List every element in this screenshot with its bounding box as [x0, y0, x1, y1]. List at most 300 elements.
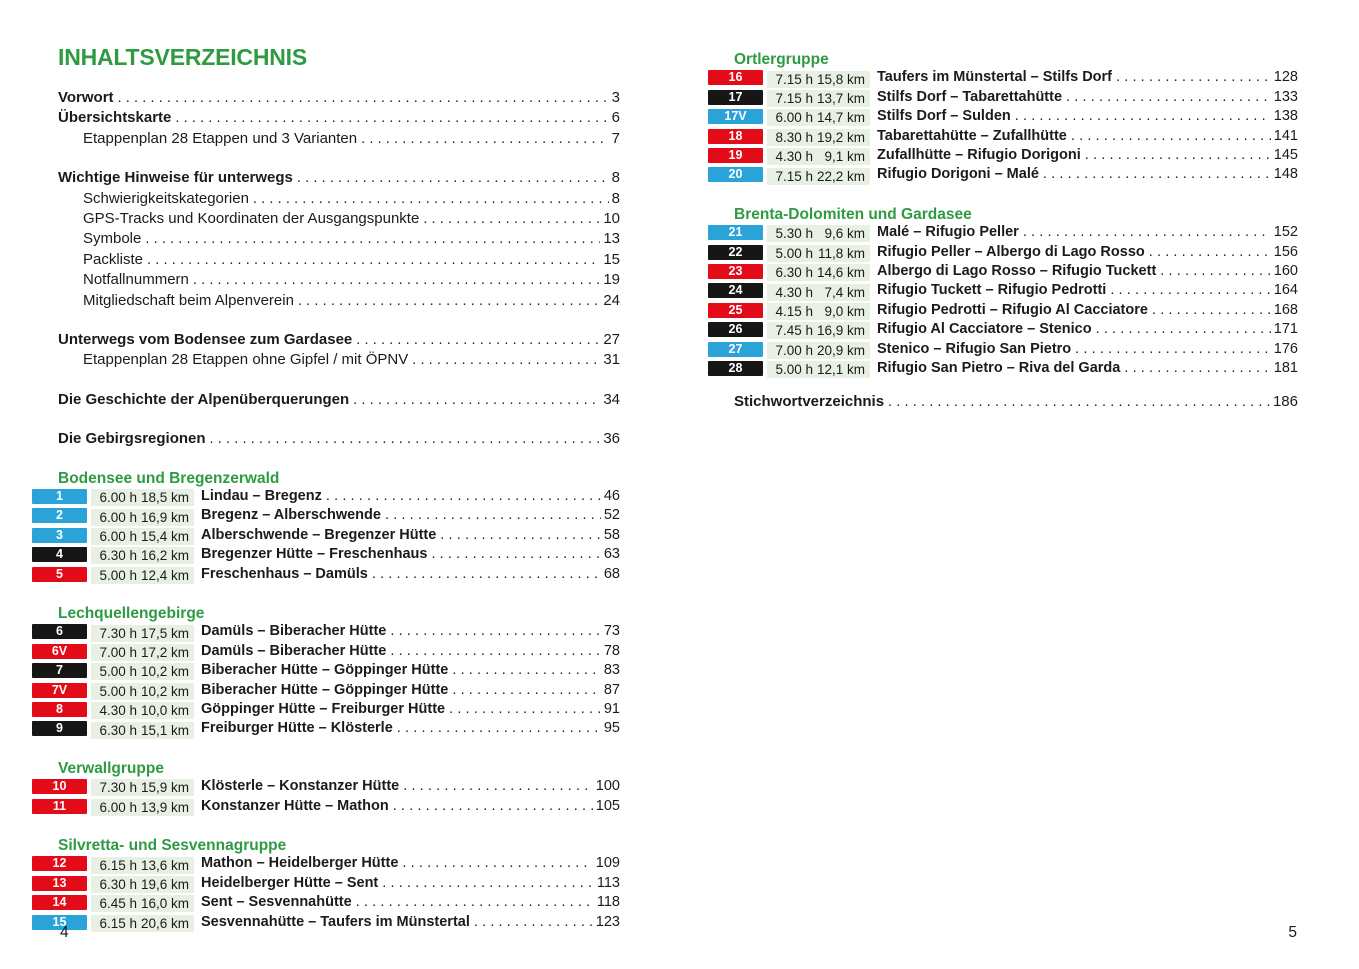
region-stages — [32, 623, 620, 739]
stage-distance: 10,2 km — [140, 683, 189, 699]
region-section — [32, 469, 620, 585]
toc-entry — [58, 189, 620, 209]
stage-meta — [767, 361, 870, 378]
stage-distance: 19,2 km — [816, 129, 865, 145]
stage-meta — [767, 109, 870, 126]
stage-row — [32, 488, 620, 507]
stage-duration: 7.30 h — [99, 780, 137, 796]
stage-distance: 9,1 km — [824, 149, 865, 165]
stage-route: Heidelberger Hütte – Sent — [201, 874, 379, 891]
stage-row — [32, 720, 620, 739]
stage-meta — [767, 322, 870, 339]
stage-row — [708, 69, 1298, 88]
toc-entry-label: Etappenplan 28 Etappen ohne Gipfel / mit ÖPNV — [83, 351, 409, 369]
stage-distance: 16,9 km — [816, 323, 865, 339]
dot-leader — [440, 527, 601, 543]
stage-duration: 6.30 h — [775, 265, 813, 281]
stage-number-badge: 5 — [32, 567, 87, 582]
dot-leader — [1085, 147, 1271, 163]
toc-entry — [58, 330, 620, 350]
stage-page-ref: 118 — [596, 894, 620, 911]
stage-page-ref: 83 — [603, 662, 620, 679]
dot-leader — [385, 507, 601, 523]
stage-distance: 20,9 km — [816, 342, 865, 358]
stage-route: Klösterle – Konstanzer Hütte — [201, 778, 400, 795]
toc-entry — [58, 209, 620, 229]
stage-page-ref: 128 — [1273, 69, 1298, 86]
stage-row — [32, 914, 620, 933]
stage-duration: 6.00 h — [775, 110, 813, 126]
stage-meta — [91, 915, 194, 932]
stage-page-ref: 152 — [1273, 224, 1298, 241]
stage-row — [708, 321, 1298, 340]
toc-page-ref: 36 — [603, 430, 620, 448]
dot-leader — [1096, 321, 1271, 337]
stage-number-badge: 17 — [708, 90, 763, 105]
stage-meta — [91, 799, 194, 816]
stage-meta — [767, 90, 870, 107]
stage-number-badge: 2 — [32, 508, 87, 523]
dot-leader — [356, 894, 594, 910]
stage-route: Mathon – Heidelberger Hütte — [201, 855, 399, 872]
toc-page-ref: 31 — [603, 351, 620, 369]
stage-row — [708, 302, 1298, 321]
toc-page-ref: 8 — [611, 189, 620, 207]
stage-distance: 11,8 km — [817, 245, 865, 261]
stage-route: Biberacher Hütte – Göppinger Hütte — [201, 662, 449, 679]
stage-route: Freschenhaus – Damüls — [201, 565, 368, 582]
stage-duration: 6.00 h — [99, 509, 137, 525]
stage-meta — [91, 876, 194, 893]
toc-entry-label: Die Gebirgsregionen — [58, 430, 206, 448]
stage-route: Stilfs Dorf – Sulden — [877, 108, 1011, 125]
stage-page-ref: 109 — [595, 855, 620, 872]
stage-meta — [91, 489, 194, 506]
stage-duration: 6.45 h — [99, 896, 137, 912]
stage-duration: 5.00 h — [775, 362, 813, 378]
stage-row — [708, 263, 1298, 282]
dot-leader — [1124, 360, 1270, 376]
stage-route: Albergo di Lago Rosso – Rifugio Tuckett — [877, 262, 1157, 279]
stage-route: Sent – Sesvennahütte — [201, 894, 352, 911]
stage-number-badge: 3 — [32, 528, 87, 543]
toc-page-ref: 34 — [603, 390, 620, 408]
stage-number-badge: 12 — [32, 856, 87, 871]
index-toc-entry — [734, 392, 1298, 412]
stage-duration: 5.30 h — [775, 226, 813, 242]
stage-number-badge: 16 — [708, 70, 763, 85]
toc-entry — [58, 250, 620, 270]
stage-row — [32, 798, 620, 817]
stage-row — [32, 546, 620, 565]
stage-page-ref: 141 — [1273, 127, 1298, 144]
toc-page-ref: 19 — [603, 271, 620, 289]
region-stages — [32, 778, 620, 817]
stage-number-badge: 26 — [708, 322, 763, 337]
toc-page-ref: 13 — [603, 230, 620, 248]
dot-leader — [888, 392, 1270, 412]
stage-number-badge: 6 — [32, 624, 87, 639]
stage-distance: 15,4 km — [140, 529, 189, 545]
stage-duration: 6.00 h — [99, 799, 137, 815]
dot-leader — [390, 623, 601, 639]
stage-duration: 6.00 h — [99, 490, 137, 506]
region-section — [32, 836, 620, 933]
stage-distance: 13,9 km — [140, 799, 189, 815]
stage-route: Biberacher Hütte – Göppinger Hütte — [201, 681, 449, 698]
stage-duration: 7.30 h — [99, 625, 137, 641]
stage-distance: 15,8 km — [816, 71, 865, 87]
stage-duration: 5.00 h — [99, 567, 137, 583]
dot-leader — [449, 701, 601, 717]
toc-entry-label: Vorwort — [58, 89, 114, 106]
stage-number-badge: 25 — [708, 303, 763, 318]
stage-meta — [91, 528, 194, 545]
stage-number-badge: 27 — [708, 342, 763, 357]
regions-left — [32, 469, 620, 933]
stage-route: Zufallhütte – Rifugio Dorigoni — [877, 146, 1081, 163]
region-header: Brenta-Dolomiten und Gardasee — [734, 205, 972, 223]
stage-duration: 7.15 h — [775, 168, 813, 184]
stage-page-ref: 171 — [1273, 321, 1298, 338]
stage-duration: 6.30 h — [99, 548, 137, 564]
stage-page-ref: 176 — [1273, 340, 1298, 357]
region-section — [708, 205, 1298, 380]
stage-distance: 15,1 km — [140, 722, 189, 738]
toc-page-ref: 8 — [611, 169, 620, 187]
stage-row — [32, 507, 620, 526]
stage-row — [32, 875, 620, 894]
stage-distance: 14,6 km — [816, 265, 865, 281]
stage-page-ref: 156 — [1273, 243, 1298, 260]
stage-distance: 10,0 km — [140, 703, 189, 719]
stage-page-ref: 95 — [603, 720, 620, 737]
stage-duration: 7.15 h — [775, 90, 813, 106]
stage-duration: 4.30 h — [775, 149, 813, 165]
dot-leader — [253, 189, 609, 209]
stage-distance: 16,2 km — [140, 548, 189, 564]
toc-group — [58, 88, 620, 149]
dot-leader — [1110, 282, 1270, 298]
stage-duration: 4.30 h — [775, 284, 813, 300]
dot-leader — [1152, 302, 1271, 318]
region-stages — [32, 488, 620, 585]
dot-leader — [147, 250, 600, 270]
stage-route: Stilfs Dorf – Tabarettahütte — [877, 88, 1063, 105]
folio-right: 5 — [1288, 924, 1297, 941]
stage-route: Freiburger Hütte – Klösterle — [201, 720, 393, 737]
stage-meta — [91, 779, 194, 796]
stage-row — [32, 643, 620, 662]
stage-route: Rifugio Peller – Albergo di Lago Rosso — [877, 243, 1145, 260]
stage-duration: 6.30 h — [99, 722, 137, 738]
dot-leader — [402, 855, 592, 871]
stage-distance: 22,2 km — [816, 168, 865, 184]
stage-number-badge: 20 — [708, 167, 763, 182]
stage-distance: 12,4 km — [140, 567, 189, 583]
region-section — [708, 50, 1298, 186]
stage-route: Bregenzer Hütte – Freschenhaus — [201, 546, 428, 563]
stage-row — [708, 128, 1298, 147]
toc-page-ref: 24 — [603, 291, 620, 309]
stage-duration: 5.00 h — [775, 245, 813, 261]
dot-leader — [193, 270, 600, 290]
stage-number-badge: 19 — [708, 148, 763, 163]
stage-row — [708, 108, 1298, 127]
stage-page-ref: 138 — [1273, 108, 1298, 125]
left-page-column — [32, 44, 620, 933]
toc-page-ref: 3 — [611, 89, 620, 106]
toc-entry — [58, 88, 620, 108]
toc-entry-label: Wichtige Hinweise für unterwegs — [58, 169, 293, 187]
stage-row — [708, 166, 1298, 185]
stage-page-ref: 133 — [1273, 88, 1298, 105]
stage-route: Bregenz – Alberschwende — [201, 507, 381, 524]
stage-distance: 12,1 km — [816, 362, 865, 378]
dot-leader — [145, 229, 600, 249]
dot-leader — [431, 546, 600, 562]
dot-leader — [1071, 128, 1271, 144]
stage-page-ref: 168 — [1273, 301, 1298, 318]
stage-distance: 19,6 km — [140, 876, 189, 892]
stage-meta — [91, 547, 194, 564]
stage-meta — [91, 702, 194, 719]
stage-route: Rifugio San Pietro – Riva del Garda — [877, 359, 1121, 376]
stage-page-ref: 46 — [603, 488, 620, 505]
stage-distance: 17,5 km — [140, 625, 189, 641]
stage-number-badge: 18 — [708, 129, 763, 144]
dot-leader — [1116, 69, 1271, 85]
stage-page-ref: 78 — [603, 642, 620, 659]
toc-entry-label: Unterwegs vom Bodensee zum Gardasee — [58, 331, 353, 349]
stage-meta — [767, 342, 870, 359]
dot-leader — [412, 350, 600, 370]
dot-leader — [1015, 108, 1271, 124]
toc-entry — [58, 168, 620, 188]
stage-number-badge: 9 — [32, 721, 87, 736]
stage-route: Rifugio Al Cacciatore – Stenico — [877, 321, 1092, 338]
dot-leader — [1075, 341, 1271, 357]
dot-leader — [353, 390, 600, 410]
toc-entry-label: Die Geschichte der Alpenüberquerungen — [58, 390, 350, 408]
stage-meta — [767, 284, 870, 301]
stage-page-ref: 105 — [595, 797, 620, 814]
stage-duration: 7.15 h — [775, 71, 813, 87]
stage-meta — [91, 683, 194, 700]
stage-duration: 6.15 h — [99, 857, 137, 873]
toc-page-ref: 15 — [603, 250, 620, 268]
regions-right — [708, 50, 1298, 379]
toc-entry-label: Mitgliedschaft beim Alpenverein — [83, 291, 294, 309]
toc-page-ref: 186 — [1272, 393, 1298, 411]
stage-page-ref: 181 — [1273, 359, 1298, 376]
stage-distance: 15,9 km — [140, 780, 189, 796]
stage-distance: 9,6 km — [824, 226, 865, 242]
region-header: Ortlergruppe — [734, 51, 829, 68]
stage-route: Stenico – Rifugio San Pietro — [877, 340, 1072, 357]
dot-leader — [452, 662, 601, 678]
stage-route: Rifugio Tuckett – Rifugio Pedrotti — [877, 282, 1107, 299]
dot-leader — [326, 488, 601, 504]
region-section — [32, 759, 620, 817]
toc-entry — [58, 350, 620, 370]
toc-page-ref: 6 — [611, 109, 620, 127]
stage-duration: 4.15 h — [775, 303, 813, 319]
dot-leader — [393, 798, 593, 814]
stage-meta — [91, 857, 194, 874]
stage-row — [32, 527, 620, 546]
stage-meta — [767, 168, 870, 185]
dot-leader — [1149, 244, 1271, 260]
stage-duration: 6.15 h — [99, 915, 137, 931]
page-title: INHALTSVERZEICHNIS — [58, 44, 307, 70]
stage-number-badge: 15 — [32, 915, 87, 930]
stage-meta — [91, 644, 194, 661]
toc-page-ref: 10 — [603, 210, 620, 228]
stage-route: Malé – Rifugio Peller — [877, 224, 1019, 241]
stage-distance: 10,2 km — [140, 664, 189, 680]
stage-row — [32, 623, 620, 642]
toc-group — [58, 390, 620, 410]
stage-number-badge: 22 — [708, 245, 763, 260]
stage-row — [32, 855, 620, 874]
stage-page-ref: 100 — [595, 778, 620, 795]
stage-number-badge: 7 — [32, 663, 87, 678]
dot-leader — [297, 168, 609, 188]
stage-meta — [767, 303, 870, 320]
stage-distance: 17,2 km — [140, 645, 189, 661]
dot-leader — [1023, 224, 1271, 240]
toc-page-ref: 7 — [611, 129, 620, 147]
toc-entry-label: Stichwortverzeichnis — [734, 393, 885, 411]
folio-left: 4 — [60, 924, 69, 941]
stage-page-ref: 148 — [1273, 166, 1298, 183]
toc-page-ref: 27 — [603, 331, 620, 349]
stage-number-badge: 13 — [32, 876, 87, 891]
stage-distance: 13,6 km — [140, 857, 189, 873]
region-stages — [32, 855, 620, 933]
stage-number-badge: 21 — [708, 225, 763, 240]
region-header: Bodensee und Bregenzerwald — [58, 469, 280, 487]
stage-row — [32, 682, 620, 701]
dot-leader — [390, 643, 601, 659]
stage-route: Taufers im Münstertal – Stilfs Dorf — [877, 69, 1112, 86]
stage-meta — [91, 567, 194, 584]
toc-entry — [58, 229, 620, 249]
dot-leader — [1066, 89, 1271, 105]
stage-route: Konstanzer Hütte – Mathon — [201, 797, 389, 814]
toc-entry — [58, 270, 620, 290]
stage-row — [32, 701, 620, 720]
stage-meta — [91, 625, 194, 642]
stage-distance: 13,7 km — [816, 90, 865, 106]
dot-leader — [298, 291, 600, 311]
stage-number-badge: 14 — [32, 895, 87, 910]
stage-meta — [767, 245, 870, 262]
stage-row — [708, 224, 1298, 243]
stage-row — [32, 778, 620, 797]
stage-page-ref: 123 — [595, 913, 620, 930]
stage-duration: 5.00 h — [99, 683, 137, 699]
stage-duration: 7.00 h — [775, 342, 813, 358]
stage-number-badge: 4 — [32, 547, 87, 562]
stage-route: Göppinger Hütte – Freiburger Hütte — [201, 701, 446, 718]
dot-leader — [210, 429, 601, 449]
stage-page-ref: 164 — [1273, 282, 1298, 299]
stage-route: Alberschwende – Bregenzer Hütte — [201, 526, 437, 543]
stage-duration: 4.30 h — [99, 703, 137, 719]
stage-page-ref: 58 — [603, 526, 620, 543]
stage-page-ref: 91 — [603, 701, 620, 718]
stage-page-ref: 52 — [603, 507, 620, 524]
front-matter-toc — [32, 88, 620, 450]
stage-meta — [91, 895, 194, 912]
stage-meta — [767, 71, 870, 88]
stage-meta — [91, 722, 194, 739]
stage-duration: 5.00 h — [99, 664, 137, 680]
toc-entry-label: Schwierigkeitskategorien — [83, 189, 249, 207]
stage-page-ref: 145 — [1273, 146, 1298, 163]
stage-duration: 6.00 h — [99, 529, 137, 545]
stage-row — [708, 360, 1298, 379]
stage-row — [708, 341, 1298, 360]
toc-entry-label: Packliste — [83, 250, 144, 268]
stage-distance: 9,0 km — [824, 303, 865, 319]
region-header: Verwallgruppe — [58, 759, 164, 777]
dot-leader — [474, 914, 593, 930]
region-header: Lechquellengebirge — [58, 605, 205, 623]
toc-entry — [58, 129, 620, 149]
toc-group — [58, 429, 620, 449]
stage-meta — [91, 509, 194, 526]
stage-meta — [767, 129, 870, 146]
stage-route: Rifugio Pedrotti – Rifugio Al Cacciatore — [877, 301, 1148, 318]
stage-row — [32, 566, 620, 585]
stage-number-badge: 6V — [32, 644, 87, 659]
toc-entry — [58, 291, 620, 311]
stage-meta — [767, 264, 870, 281]
toc-entry-label: GPS-Tracks und Koordinaten der Ausgangspunkte — [83, 210, 420, 228]
toc-entry-label: Notfallnummern — [83, 271, 189, 289]
dot-leader — [1043, 166, 1271, 182]
stage-number-badge: 7V — [32, 683, 87, 698]
dot-leader — [397, 720, 601, 736]
stage-number-badge: 17V — [708, 109, 763, 124]
toc-entry — [58, 390, 620, 410]
region-header: Silvretta- und Sesvennagruppe — [58, 836, 287, 854]
toc-group — [58, 330, 620, 371]
stage-route: Damüls – Biberacher Hütte — [201, 623, 387, 640]
stage-number-badge: 10 — [32, 779, 87, 794]
stage-meta — [767, 148, 870, 165]
stage-route: Tabarettahütte – Zufallhütte — [877, 127, 1067, 144]
stage-distance: 20,6 km — [140, 915, 189, 931]
region-stages — [708, 69, 1298, 185]
stage-distance: 16,0 km — [140, 896, 189, 912]
dot-leader — [423, 209, 600, 229]
stage-number-badge: 24 — [708, 283, 763, 298]
dot-leader — [361, 129, 609, 149]
dot-leader — [356, 330, 600, 350]
stage-page-ref: 68 — [603, 565, 620, 582]
region-stages — [708, 224, 1298, 379]
stage-number-badge: 1 — [32, 489, 87, 504]
dot-leader — [452, 682, 601, 698]
stage-distance: 18,5 km — [140, 490, 189, 506]
stage-row — [32, 662, 620, 681]
stage-row — [32, 894, 620, 913]
stage-distance: 14,7 km — [816, 110, 865, 126]
